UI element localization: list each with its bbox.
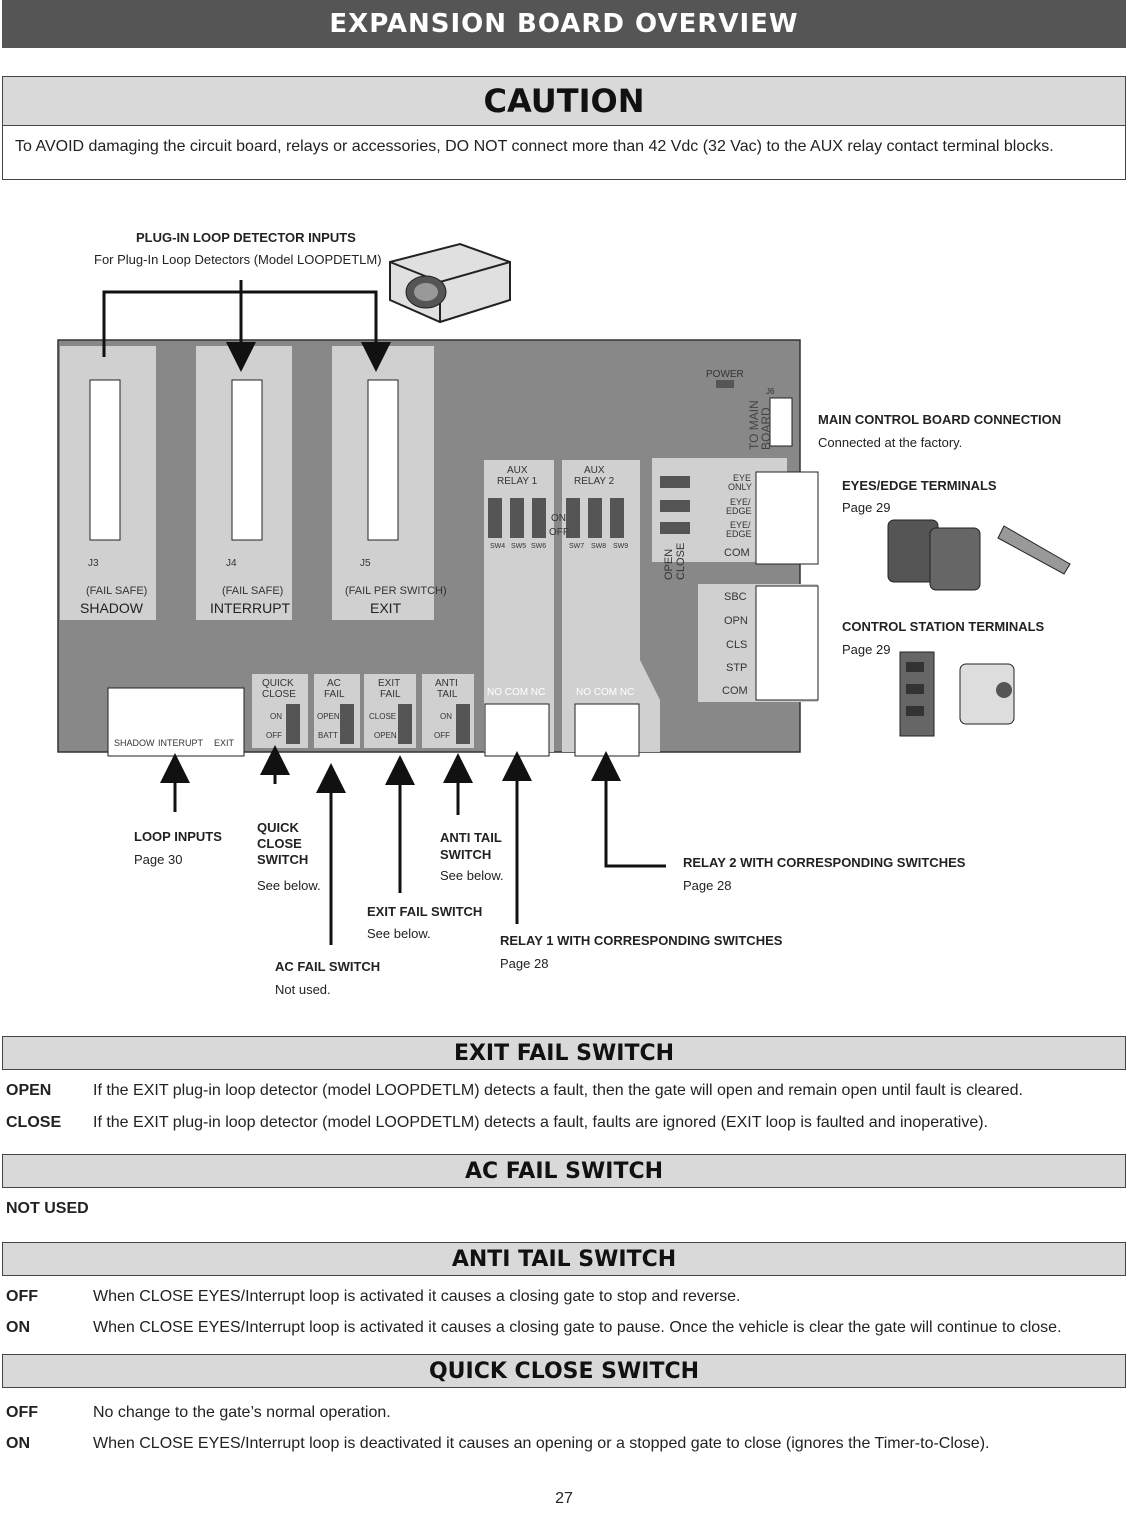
exitfail-callout-sub: See below. bbox=[367, 926, 431, 941]
anti-callout-line-2: SWITCH bbox=[440, 847, 492, 862]
label-interrupt: INTERRUPT bbox=[210, 600, 291, 616]
power-label: POWER bbox=[706, 369, 744, 380]
loop-exit-label: EXIT bbox=[214, 738, 235, 748]
label-exit: EXIT bbox=[370, 600, 402, 616]
anti-switch-b: TAIL bbox=[437, 689, 458, 700]
eye-edge-a-2: EYE/ bbox=[730, 520, 751, 530]
eyes-edge-illustration bbox=[888, 520, 1070, 590]
eye-only-a: EYE bbox=[733, 473, 752, 483]
relay2-terminal-block bbox=[575, 704, 639, 756]
loop-callout-title: LOOP INPUTS bbox=[134, 829, 222, 844]
socket-j5 bbox=[332, 346, 434, 620]
close-vertical-label: CLOSE bbox=[675, 542, 687, 580]
label-failper: (FAIL PER SWITCH) bbox=[345, 585, 447, 597]
anti-tail-on-text: When CLOSE EYES/Interrupt loop is activated it causes a closing gate to pause. Once the vehicle is clear the gate will continue to close. bbox=[93, 1319, 1062, 1336]
sw8-label: SW8 bbox=[591, 543, 607, 550]
page-banner: EXPANSION BOARD OVERVIEW bbox=[2, 0, 1126, 48]
relay2-terminal-label: NO COM NC bbox=[576, 687, 635, 698]
quick-off: OFF bbox=[266, 731, 282, 740]
quick-callout-line-1: QUICK bbox=[257, 820, 299, 835]
quick-callout-sub: See below. bbox=[257, 878, 321, 893]
eyes-edge-terminal-block bbox=[756, 472, 818, 564]
j6-label: J6 bbox=[766, 387, 775, 396]
plugin-callout-sub: For Plug-In Loop Detectors (Model LOOPDETLM) bbox=[94, 252, 382, 267]
ac-switch-b: FAIL bbox=[324, 689, 345, 700]
main-board-connector bbox=[770, 398, 792, 446]
label-shadow: SHADOW bbox=[80, 600, 143, 616]
socket-j4 bbox=[196, 346, 292, 620]
quick-callout-title bbox=[257, 820, 308, 868]
open-vertical-label: OPEN bbox=[663, 548, 675, 580]
anti-tail-header: ANTI TAIL SWITCH bbox=[2, 1242, 1126, 1276]
exit-fail-open-key: OPEN bbox=[6, 1082, 52, 1099]
quick-close-off-key: OFF bbox=[6, 1404, 38, 1421]
quick-close-off-text: No change to the gate’s normal operation. bbox=[93, 1404, 391, 1421]
caution-title: CAUTION bbox=[3, 77, 1125, 126]
exitf-switch-a: EXIT bbox=[378, 678, 401, 689]
control-station-terminal-block bbox=[756, 586, 818, 700]
station-callout-title: CONTROL STATION TERMINALS bbox=[842, 619, 1045, 634]
anti-callout-sub: See below. bbox=[440, 868, 504, 883]
anti-tail-off-key: OFF bbox=[6, 1288, 38, 1305]
caution-text: To AVOID damaging the circuit board, relays or accessories, DO NOT connect more than 42 Vdc (32 Vac) to the AUX relay contact terminal blocks. bbox=[15, 138, 1054, 155]
sbc-label: SBC bbox=[724, 591, 747, 603]
quick-close-header: QUICK CLOSE SWITCH bbox=[2, 1354, 1126, 1388]
anti-callout-title bbox=[440, 829, 502, 863]
loop-detector-illustration bbox=[390, 244, 510, 322]
exit-fail-open-text: If the EXIT plug-in loop detector (model LOOPDETLM) detects a fault, then the gate will open and remain open until fault is cleared. bbox=[93, 1082, 1023, 1099]
eye-edge-b-1: EDGE bbox=[726, 506, 752, 516]
acfail-callout-title: AC FAIL SWITCH bbox=[275, 959, 381, 974]
quick-close-on-key: ON bbox=[6, 1435, 30, 1452]
label-j5: J5 bbox=[360, 558, 371, 569]
caution-box bbox=[2, 76, 1126, 180]
sw5-label: SW5 bbox=[511, 543, 527, 550]
socket-j3 bbox=[60, 346, 156, 620]
exitf-switch-b: FAIL bbox=[380, 689, 401, 700]
aux-on-label: ON bbox=[551, 513, 566, 524]
stp-label: STP bbox=[726, 662, 748, 674]
label-failsafe-2: (FAIL SAFE) bbox=[222, 585, 284, 597]
relay2-callout-title: RELAY 2 WITH CORRESPONDING SWITCHES bbox=[683, 855, 966, 870]
quick-callout-line-2: CLOSE bbox=[257, 836, 302, 851]
loop-interupt-label: INTERUPT bbox=[158, 738, 203, 748]
label-failsafe-1: (FAIL SAFE) bbox=[86, 585, 148, 597]
opn-label: OPN bbox=[724, 615, 748, 627]
relay1-terminal-block bbox=[485, 704, 549, 756]
relay1-callout-title: RELAY 1 WITH CORRESPONDING SWITCHES bbox=[500, 933, 783, 948]
exitf-close: CLOSE bbox=[369, 712, 397, 721]
ac-fail-header: AC FAIL SWITCH bbox=[2, 1154, 1126, 1188]
to-main-label-1: TO MAIN bbox=[747, 400, 761, 450]
anti-switch-a: ANTI bbox=[435, 678, 458, 689]
sw6-label: SW6 bbox=[531, 543, 547, 550]
expansion-board-diagram bbox=[0, 200, 1128, 1010]
station-callout-sub: Page 29 bbox=[842, 642, 891, 657]
acfail-callout-sub: Not used. bbox=[275, 982, 331, 997]
relay1-terminal-label: NO COM NC bbox=[487, 687, 546, 698]
anti-off: OFF bbox=[434, 731, 450, 740]
aux1-label-b: RELAY 1 bbox=[497, 476, 538, 487]
eyes-callout-title: EYES/EDGE TERMINALS bbox=[842, 478, 997, 493]
aux1-label-a: AUX bbox=[507, 465, 528, 476]
quick-switch-b: CLOSE bbox=[262, 689, 296, 700]
eyes-callout-sub: Page 29 bbox=[842, 500, 891, 515]
main-board-callout-sub: Connected at the factory. bbox=[818, 435, 963, 450]
to-main-label-2: BOARD bbox=[759, 407, 773, 450]
exit-fail-header: EXIT FAIL SWITCH bbox=[2, 1036, 1126, 1070]
sw4-label: SW4 bbox=[490, 543, 506, 550]
sw7-label: SW7 bbox=[569, 543, 585, 550]
anti-callout-line-1: ANTI TAIL bbox=[440, 830, 502, 845]
eye-only-b: ONLY bbox=[728, 482, 752, 492]
exitfail-callout-title: EXIT FAIL SWITCH bbox=[367, 904, 483, 919]
label-j3: J3 bbox=[88, 558, 99, 569]
page-number: 27 bbox=[555, 1490, 573, 1507]
aux2-label-a: AUX bbox=[584, 465, 605, 476]
cls-label: CLS bbox=[726, 639, 748, 651]
sw9-label: SW9 bbox=[613, 543, 629, 550]
relay2-callout-sub: Page 28 bbox=[683, 878, 732, 893]
ac-switch-a: AC bbox=[327, 678, 341, 689]
anti-on: ON bbox=[440, 712, 452, 721]
ac-fail-not-used: NOT USED bbox=[6, 1200, 89, 1217]
quick-callout-line-3: SWITCH bbox=[257, 852, 309, 867]
quick-on: ON bbox=[270, 712, 282, 721]
loop-callout-sub: Page 30 bbox=[134, 852, 183, 867]
label-j4: J4 bbox=[226, 558, 237, 569]
exitf-open: OPEN bbox=[374, 731, 397, 740]
anti-tail-on-key: ON bbox=[6, 1319, 30, 1336]
plugin-callout-title: PLUG-IN LOOP DETECTOR INPUTS bbox=[136, 230, 356, 245]
quick-switch-a: QUICK bbox=[262, 678, 294, 689]
eye-edge-b-2: EDGE bbox=[726, 529, 752, 539]
anti-tail-off-text: When CLOSE EYES/Interrupt loop is activated it causes a closing gate to stop and reverse. bbox=[93, 1288, 741, 1305]
station-com-label: COM bbox=[722, 685, 748, 697]
main-board-callout-title: MAIN CONTROL BOARD CONNECTION bbox=[818, 412, 1062, 427]
eye-com-label: COM bbox=[724, 547, 750, 559]
ac-batt: BATT bbox=[318, 731, 338, 740]
loop-shadow-label: SHADOW bbox=[114, 738, 155, 748]
relay1-callout-sub: Page 28 bbox=[500, 956, 549, 971]
control-station-illustration bbox=[900, 652, 1014, 736]
ac-open: OPEN bbox=[317, 712, 340, 721]
aux2-label-b: RELAY 2 bbox=[574, 476, 615, 487]
exit-fail-close-key: CLOSE bbox=[6, 1114, 62, 1131]
eye-edge-a-1: EYE/ bbox=[730, 497, 751, 507]
quick-close-on-text: When CLOSE EYES/Interrupt loop is deactivated it causes an opening or a stopped gate to close (ignores the Timer-to-Close). bbox=[93, 1435, 990, 1452]
aux-off-label: OFF bbox=[549, 527, 569, 538]
exit-fail-close-text: If the EXIT plug-in loop detector (model LOOPDETLM) detects a fault, faults are ignored (EXIT loop is faulted and inoperative). bbox=[93, 1114, 988, 1131]
